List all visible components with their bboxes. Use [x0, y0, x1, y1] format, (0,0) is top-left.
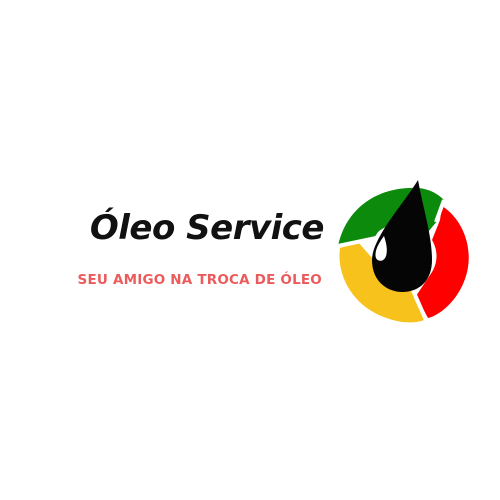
brand-name: Óleo Service	[89, 208, 324, 248]
oil-drop-recycle-icon	[332, 176, 472, 326]
tagline: SEU AMIGO NA TROCA DE ÓLEO	[77, 272, 322, 288]
